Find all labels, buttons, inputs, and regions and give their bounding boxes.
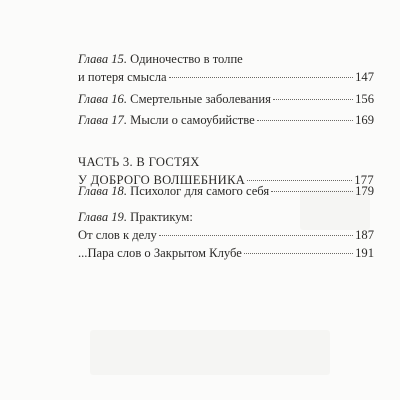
page-number: 156 [355,92,374,106]
toc-entry-closing [78,244,374,262]
toc-entry-line [78,50,374,68]
dot-leader [169,77,354,78]
toc-entry-chapter-15 [78,50,374,86]
show-through-mark [90,330,330,375]
chapter-number: Глава 19. [78,210,128,224]
page-number: 177 [354,173,374,187]
toc-entry-line [78,90,374,108]
page-number: 191 [355,246,374,260]
dot-leader [159,235,353,236]
dot-leader [271,191,353,192]
toc-entry-line [78,182,374,200]
toc-entry-line [78,153,374,171]
dot-leader [273,99,353,100]
chapter-number: Глава 18. [78,184,128,198]
chapter-title-line: Смертельные заболевания [130,92,271,106]
chapter-title-line: Мысли о самоубийстве [130,113,255,127]
dot-leader [257,120,353,121]
page-number: 169 [355,113,374,127]
part-title-line: ЧАСТЬ 3. В ГОСТЯХ [78,155,200,169]
page-number: 147 [355,70,374,84]
chapter-title-line: Практикум: [130,210,193,224]
chapter-title-line: От слов к делу [78,228,157,242]
toc-entry-line [78,226,374,244]
toc-entry-line [78,68,374,86]
toc-entry-chapter-17 [78,111,374,129]
page-number: 187 [355,228,374,242]
chapter-title-line: Одиночество в толпе [130,52,243,66]
toc-entry-line [78,111,374,129]
page-number: 179 [355,184,374,198]
toc-entry-chapter-16 [78,90,374,108]
part-title-line: У ДОБРОГО ВОЛШЕБНИКА [78,173,246,187]
dot-leader [244,253,353,254]
chapter-title-line: и потеря смысла [78,70,167,84]
toc-entry-chapter-19 [78,208,374,244]
chapter-number: Глава 15. [78,52,128,66]
chapter-number: Глава 17. [78,113,128,127]
dot-leader [247,180,352,181]
chapter-title-line: ...Пара слов о Закрытом Клубе [78,246,242,260]
toc-entry-chapter-18 [78,182,374,200]
chapter-number: Глава 16. [78,92,128,106]
toc-entry-line [78,244,374,262]
toc-entry-line [78,208,374,226]
chapter-title-line: Психолог для самого себя [130,184,270,198]
